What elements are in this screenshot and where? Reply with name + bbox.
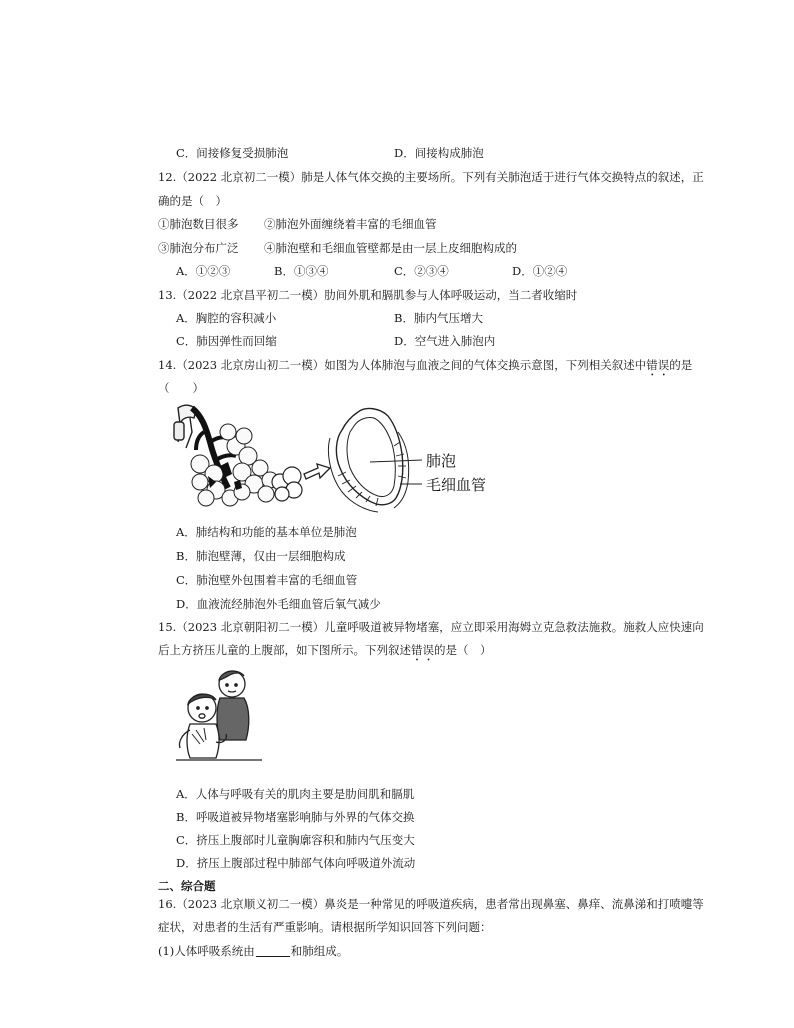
single-alveolus-icon [272,467,302,501]
q15-stem-text: 后上方挤压儿童的上腹部，如下图所示。下列叙述 [158,643,411,657]
rescuer-icon [217,671,249,740]
q12-option-a: A．①②③ [176,264,231,278]
q12-option-c: C．②③④ [394,264,449,278]
q14-option-b: B．肺泡壁薄，仅由一层细胞构成 [176,549,346,563]
q16-part1 [158,943,348,959]
alveoli-cluster-icon [191,424,278,506]
q13-option-a: A．胸腔的容积减小 [176,311,277,325]
q14-stem-line2: （ ） [158,381,204,395]
alveolus-gas-exchange-figure [170,402,500,514]
q13-option-b: B．肺内气压增大 [394,311,483,325]
q12-statement-1: ①肺泡数目很多 [158,217,239,231]
q14-option-d: D．血液流经肺泡外毛细血管后氧气减少 [176,597,381,611]
q14-stem-emphasis: 错误 [646,358,670,372]
child-icon [179,694,219,758]
q14-stem-tail: 的是 [669,358,693,372]
q12-stem-line1: 12.（2022 北京初二一模）肺是人体气体交换的主要场所。下列有关肺泡适于进行气体交换特点的叙述，正 [158,170,704,184]
alveolus-leader-line [370,460,422,462]
q12-stem-line2: 确的是（ ） [158,194,227,208]
q14-option-a: A．肺结构和功能的基本单位是肺泡 [176,525,357,539]
q15-option-a: A．人体与呼吸有关的肌肉主要是肋间肌和膈肌 [176,787,415,801]
q16-part1-tail: 和肺组成。 [290,944,349,958]
q15-option-c: C．挤压上腹部时儿童胸廓容积和肺内气压变大 [176,833,415,847]
answer-blank[interactable] [256,944,290,957]
q15-option-d: D．挤压上腹部过程中肺部气体向呼吸道外流动 [176,856,416,870]
heimlich-maneuver-figure [176,668,262,768]
q12-statement-3: ③肺泡分布广泛 [158,241,239,255]
q13-option-c: C．肺因弹性而回缩 [176,334,277,348]
q14-option-c: C．肺泡壁外包围着丰富的毛细血管 [176,573,358,587]
q16-stem-line2: 症状，对患者的生活有严重影响。请根据所学知识回答下列问题： [158,920,492,934]
q16-part1-text: (1)人体呼吸系统由 [158,944,255,958]
label-alveolus: 肺泡 [426,452,457,470]
magnify-arrow-icon [304,464,330,479]
q16-stem-line1: 16.（2023 北京顺义初二一模）鼻炎是一种常见的呼吸道疾病，患者常出现鼻塞、鼻痒、流鼻涕和打喷嚏等 [158,897,704,911]
q12-option-d: D．①②④ [512,264,568,278]
q14-stem-line1 [158,357,692,379]
section-title-comprehensive: 二、综合题 [158,879,216,893]
alveolus-capillary-icon [328,409,408,512]
q14-stem-text: 14.（2023 北京房山初二一模）如图为人体肺泡与血液之间的气体交换示意图，下列相关叙述中 [158,358,647,372]
q11-option-c: C．间接修复受损肺泡 [176,146,289,160]
q12-option-b: B．①③④ [274,264,329,278]
q15-stem-line2 [158,642,492,664]
q15-stem-line1: 15.（2023 北京朝阳初二一模）儿童呼吸道被异物堵塞，应立即采用海姆立克急救法施救。施救人应快速向 [158,620,704,634]
q12-statement-2: ②肺泡外面缠绕着丰富的毛细血管 [264,217,437,231]
q15-stem-emphasis: 错误 [411,643,434,657]
q15-stem-tail: 的是（ ） [434,643,492,657]
q11-option-d: D．间接构成肺泡 [394,146,484,160]
q13-option-d: D．空气进入肺泡内 [394,334,496,348]
label-capillary: 毛细血管 [426,476,487,494]
q13-stem: 13.（2022 北京昌平初二一模）肋间外肌和膈肌参与人体呼吸运动，当二者收缩时 [158,288,578,302]
q12-statement-4: ④肺泡壁和毛细血管壁都是由一层上皮细胞构成的 [264,241,517,255]
q15-option-b: B．呼吸道被异物堵塞影响肺与外界的气体交换 [176,810,415,824]
